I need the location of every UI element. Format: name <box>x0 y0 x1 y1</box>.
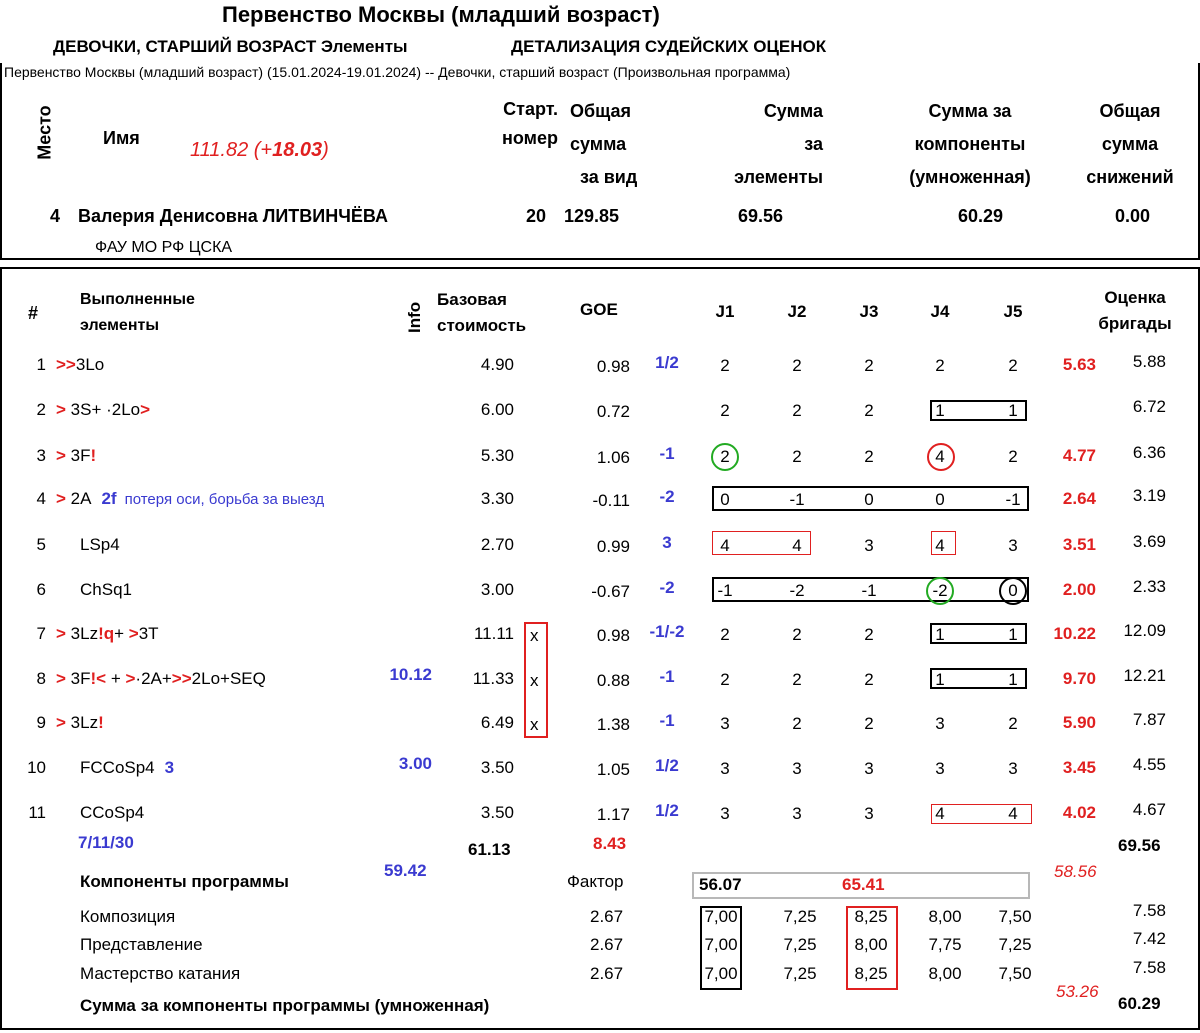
element-qualifier: 3 <box>164 758 175 777</box>
judge-score-j1: 3 <box>720 804 730 823</box>
start-header-line1: Старт. <box>503 99 558 119</box>
info-header-label: Info <box>405 301 424 333</box>
component-panel-score: 7.58 <box>1132 958 1166 977</box>
ded-header-line1: Общая <box>1099 101 1161 121</box>
exec-header-line1: Выполненные <box>80 291 195 308</box>
page-title: Первенство Москвы (младший возраст) <box>222 2 660 27</box>
judge-score-j2: -1 <box>789 490 805 509</box>
skater-name: Валерия Денисовна ЛИТВИНЧЁВА <box>78 206 389 226</box>
outlier-box <box>930 668 1027 689</box>
edge-mark: >> <box>56 355 76 374</box>
lowest-judge-box <box>700 906 742 990</box>
base-value: 3.50 <box>480 758 514 777</box>
panel-score: 12.21 <box>1123 666 1166 685</box>
judge-score-j5: 2 <box>1008 447 1018 466</box>
goe-value: 0.88 <box>596 671 630 690</box>
info-mark: x <box>530 626 539 645</box>
element-blue-value: 10.12 <box>389 665 432 684</box>
goe-value: 1.05 <box>596 760 630 779</box>
goe-note: -1 <box>659 444 675 463</box>
base-value: 4.90 <box>480 355 514 374</box>
outlier-box <box>930 623 1027 644</box>
deductions-header <box>1070 95 1190 194</box>
panel-alt-score: 2.00 <box>1062 580 1096 599</box>
panel-score: 2.33 <box>1132 577 1166 596</box>
judge-score-j3: 3 <box>864 536 874 555</box>
element-score-header <box>700 95 823 194</box>
components-sum-value: 60.29 <box>1118 994 1161 1013</box>
judge-score-j4: 4 <box>935 447 945 466</box>
skater-club: ФАУ МО РФ ЦСКА <box>95 239 233 256</box>
goe-value: 1.17 <box>596 805 630 824</box>
base-header-line1: Базовая <box>437 290 507 309</box>
total-header-line2: сумма <box>570 134 627 154</box>
component-name: Мастерство катания <box>80 964 241 983</box>
base-value-header <box>437 287 526 339</box>
factor-label: Фактор <box>567 872 624 891</box>
judge-score-j5: 1 <box>1008 625 1018 644</box>
components-alt-value: 58.56 <box>1054 862 1097 881</box>
goe-value: 0.98 <box>596 357 630 376</box>
edge-mark: > <box>56 400 66 419</box>
panel-alt-score: 2.64 <box>1062 489 1096 508</box>
elem-header-line2: за <box>804 134 823 154</box>
judge-header-2: J2 <box>787 302 807 321</box>
goe-value: -0.67 <box>591 582 630 601</box>
panel-score: 12.09 <box>1123 621 1166 640</box>
panel-score: 7.87 <box>1132 710 1166 729</box>
base-value: 6.49 <box>480 713 514 732</box>
judge-score-j3: 3 <box>864 804 874 823</box>
components-title: Компоненты программы <box>80 872 289 891</box>
red-circle <box>927 443 955 471</box>
panel-alt-score: 5.90 <box>1062 713 1096 732</box>
panel-header-line1: Оценка <box>1104 288 1166 307</box>
black-circle <box>999 577 1027 605</box>
component-judge-j2: 7,25 <box>783 935 817 954</box>
element-name: 3S+ <box>65 400 107 419</box>
element-counts: 7/11/30 <box>78 833 134 852</box>
green-circle <box>926 577 954 605</box>
executed-elements-header <box>80 287 195 339</box>
panel-score: 3.69 <box>1132 532 1166 551</box>
component-judge-j4: 7,75 <box>928 935 962 954</box>
score-note-diff: 18.03 <box>272 139 323 161</box>
components-high-sum: 65.41 <box>842 875 885 894</box>
judge-score-j4: 4 <box>935 536 945 555</box>
element-number: 10 <box>27 758 46 777</box>
info-mark: x <box>530 671 539 690</box>
skater-total: 129.85 <box>564 206 620 226</box>
edge-mark: >> <box>171 669 192 688</box>
goe-note: -2 <box>659 578 675 597</box>
element-number: 3 <box>36 446 46 465</box>
outlier-box <box>931 531 956 555</box>
outlier-box <box>712 486 1029 511</box>
edge-mark: > <box>56 489 66 508</box>
judge-score-j4: 0 <box>935 490 945 509</box>
goe-value: -0.11 <box>592 491 630 510</box>
panel-total: 69.56 <box>1118 836 1161 855</box>
element-code <box>56 489 324 509</box>
element-number: 2 <box>36 400 46 419</box>
element-number: 7 <box>36 624 46 643</box>
event-line: Первенство Москвы (младший возраст) (15.01.2024-19.01.2024) -- Девочки, старший возраст (Произвольная программа) <box>4 64 791 80</box>
judge-score-j2: 2 <box>792 670 802 689</box>
component-judge-j4: 8,00 <box>928 964 962 983</box>
panel-score: 5.88 <box>1132 352 1166 371</box>
element-name: 3Lo <box>75 355 105 374</box>
goe-note: -1/-2 <box>649 622 685 641</box>
component-judge-j2: 7,25 <box>783 907 817 926</box>
green-circle <box>711 443 739 471</box>
info-mark: x <box>530 715 539 734</box>
goe-value: 0.72 <box>596 402 630 421</box>
element-name: CCoSp4 <box>80 803 145 822</box>
judge-score-j4: 2 <box>935 356 945 375</box>
base-value: 3.50 <box>480 803 514 822</box>
edge-mark: > <box>128 624 139 643</box>
highest-judge-box <box>846 906 898 990</box>
ded-header-line2: сумма <box>1101 134 1159 154</box>
judge-score-j3: 2 <box>864 714 874 733</box>
element-qualifier: 2f <box>101 489 117 508</box>
edge-mark: > <box>140 400 151 419</box>
element-name-part: + <box>106 669 126 688</box>
info-header <box>405 274 425 333</box>
element-code <box>56 446 96 466</box>
base-value: 2.70 <box>480 535 514 554</box>
judge-score-j3: 3 <box>864 759 874 778</box>
total-score-header <box>570 95 637 194</box>
base-value: 3.00 <box>480 580 514 599</box>
component-judge-j3: 8,25 <box>854 964 888 983</box>
element-code <box>80 803 144 823</box>
elem-header-line1: Сумма <box>763 101 823 121</box>
panel-alt-score: 10.22 <box>1053 624 1096 643</box>
element-name-part: ·2Lo <box>106 400 141 419</box>
panel-header-line2: бригады <box>1098 314 1172 333</box>
skater-element-score: 69.56 <box>738 206 784 226</box>
component-judge-j3: 8,25 <box>854 907 888 926</box>
judge-score-j3: -1 <box>861 581 877 600</box>
element-number: 4 <box>36 489 46 508</box>
judge-score-j2: 2 <box>792 401 802 420</box>
goe-value: 0.99 <box>596 537 630 556</box>
base-value: 11.11 <box>473 624 514 643</box>
component-panel-score: 7.58 <box>1132 901 1166 920</box>
judge-score-j3: 2 <box>864 625 874 644</box>
judge-header-4: J4 <box>930 302 950 321</box>
goe-value: 1.06 <box>596 448 630 467</box>
components-sum-label: Сумма за компоненты программы (умноженная) <box>80 996 490 1015</box>
element-code <box>56 713 104 733</box>
component-judge-j5: 7,50 <box>998 964 1032 983</box>
goe-note: 3 <box>662 533 672 552</box>
comp-header-line1: Сумма за <box>928 101 1012 121</box>
component-judge-j2: 7,25 <box>783 964 817 983</box>
judge-header-1: J1 <box>715 302 735 321</box>
judge-score-j4: 1 <box>935 670 945 689</box>
component-judge-j5: 7,25 <box>998 935 1032 954</box>
panel-alt-score: 4.02 <box>1062 803 1096 822</box>
edge-mark: > <box>56 624 66 643</box>
component-name: Композиция <box>80 907 176 926</box>
panel-alt-score: 3.45 <box>1062 758 1096 777</box>
element-blue-value: 3.00 <box>398 754 432 773</box>
judge-score-j3: 0 <box>864 490 874 509</box>
base-value: 6.00 <box>480 400 514 419</box>
base-value: 5.30 <box>480 446 514 465</box>
component-judge-j1: 7,00 <box>704 964 738 983</box>
goe-note: 1/2 <box>655 353 679 372</box>
judge-score-j2: 2 <box>792 447 802 466</box>
goe-note: -1 <box>659 667 675 686</box>
judge-score-j1: 2 <box>720 356 730 375</box>
element-name: LSp4 <box>80 535 120 554</box>
panel-score: 6.36 <box>1132 443 1166 462</box>
edge-mark: > <box>56 669 66 688</box>
total-header-line3: за вид <box>580 167 638 187</box>
component-factor: 2.67 <box>590 964 624 983</box>
component-panel-score: 7.42 <box>1132 929 1166 948</box>
element-number: 9 <box>36 713 46 732</box>
name-header: Имя <box>103 128 140 148</box>
element-code <box>56 400 150 420</box>
goe-note: 1/2 <box>655 756 679 775</box>
judge-score-j5: 1 <box>1008 670 1018 689</box>
goe-header: GOE <box>580 300 618 319</box>
comp-header-line3: (умноженная) <box>909 167 1031 187</box>
panel-score: 4.55 <box>1132 755 1166 774</box>
element-number: 1 <box>36 355 46 374</box>
judge-score-j4: 3 <box>935 759 945 778</box>
element-name: ChSq1 <box>80 580 132 599</box>
judge-score-j4: 4 <box>935 804 945 823</box>
goe-note: -1 <box>659 711 675 730</box>
element-name: 3Lz <box>65 624 99 643</box>
element-name: 3F <box>65 446 91 465</box>
outlier-box <box>931 804 1032 824</box>
element-name: 3Lz <box>65 713 99 732</box>
total-header-line1: Общая <box>570 101 632 121</box>
edge-mark: > <box>125 669 136 688</box>
component-score-header <box>885 95 1055 194</box>
category-subtitle: ДЕВОЧКИ, СТАРШИЙ ВОЗРАСТ Элементы <box>53 37 408 56</box>
element-code <box>80 580 132 600</box>
component-judge-j4: 8,00 <box>928 907 962 926</box>
judge-score-j3: 2 <box>864 356 874 375</box>
judge-score-j1: 2 <box>720 625 730 644</box>
judge-score-j1: 2 <box>720 447 730 466</box>
element-flag: ! <box>90 446 97 465</box>
judge-header-3: J3 <box>859 302 879 321</box>
base-header-line2: стоимость <box>437 316 527 335</box>
panel-score: 3.19 <box>1132 486 1166 505</box>
components-blue-value: 59.42 <box>384 861 427 880</box>
element-name-part: ·2A+ <box>135 669 172 688</box>
component-judge-j1: 7,00 <box>704 907 738 926</box>
edge-mark: > <box>56 446 66 465</box>
panel-alt-score: 9.70 <box>1062 669 1096 688</box>
judge-score-j3: 2 <box>864 670 874 689</box>
judge-score-j4: 3 <box>935 714 945 733</box>
start-number-header <box>470 95 558 153</box>
base-value: 3.30 <box>480 489 514 508</box>
element-number: 5 <box>36 535 46 554</box>
judge-score-j5: 1 <box>1008 401 1018 420</box>
component-name: Представление <box>80 935 203 954</box>
judge-header-5: J5 <box>1003 302 1023 321</box>
element-flag: ! <box>98 713 104 732</box>
judge-score-j1: 3 <box>720 714 730 733</box>
judge-score-j1: 0 <box>720 490 730 509</box>
panel-score: 4.67 <box>1132 800 1166 819</box>
judge-score-j1: 4 <box>720 536 730 555</box>
component-judge-j3: 8,00 <box>854 935 888 954</box>
base-value: 11.33 <box>472 669 514 688</box>
element-flag: !< <box>90 669 107 688</box>
element-name: 3F <box>65 669 91 688</box>
judge-score-j5: 2 <box>1008 356 1018 375</box>
component-factor: 2.67 <box>590 935 624 954</box>
elem-header-line3: элементы <box>734 167 823 187</box>
element-number: 8 <box>36 669 46 688</box>
judge-score-j2: -2 <box>789 581 805 600</box>
outlier-box <box>712 577 1029 602</box>
place-header: Место <box>34 105 55 160</box>
panel-alt-score: 4.77 <box>1062 446 1096 465</box>
judge-score-j4: -2 <box>932 581 948 600</box>
edge-mark: > <box>56 713 66 732</box>
judge-score-j2: 3 <box>792 759 802 778</box>
score-note-suffix: ) <box>322 139 329 161</box>
judge-score-j5: 3 <box>1008 759 1018 778</box>
element-number: 11 <box>28 803 46 822</box>
panel-score: 6.72 <box>1132 397 1166 416</box>
skater-start-number: 20 <box>525 206 546 226</box>
judge-score-j2: 3 <box>792 804 802 823</box>
element-code <box>56 669 266 689</box>
judge-score-j4: 1 <box>935 625 945 644</box>
element-name-part: + <box>114 624 129 643</box>
base-total: 61.13 <box>468 840 511 859</box>
element-flag: !q <box>98 624 115 643</box>
start-header-line2: номер <box>502 128 558 148</box>
judge-score-j4: 1 <box>935 401 945 420</box>
score-note-prefix: 111.82 (+ <box>190 139 273 161</box>
judge-score-j1: 2 <box>720 670 730 689</box>
judge-score-j1: 3 <box>720 759 730 778</box>
goe-value: 0.98 <box>596 626 630 645</box>
score-note <box>190 139 329 162</box>
judge-score-j2: 4 <box>792 536 802 555</box>
element-code <box>80 535 120 555</box>
element-code <box>80 758 174 778</box>
goe-total: 8.43 <box>593 834 627 853</box>
outlier-box <box>930 400 1027 421</box>
element-code <box>56 355 104 375</box>
judge-score-j2: 2 <box>792 356 802 375</box>
component-judge-j1: 7,00 <box>704 935 738 954</box>
element-name: 2A <box>65 489 92 508</box>
panel-alt-score: 3.51 <box>1062 535 1096 554</box>
info-x-box <box>524 622 548 738</box>
element-name-part: 2Lo+SEQ <box>191 669 266 688</box>
goe-value: 1.38 <box>596 715 630 734</box>
components-sum-alt: 53.26 <box>1056 982 1099 1001</box>
skater-place: 4 <box>50 206 61 226</box>
judge-score-j2: 2 <box>792 625 802 644</box>
judge-score-j3: 2 <box>864 447 874 466</box>
judge-score-j1: 2 <box>720 401 730 420</box>
panel-score-header <box>1080 285 1190 337</box>
judge-score-j5: -1 <box>1005 490 1021 509</box>
skater-component-score: 60.29 <box>958 206 1004 226</box>
panel-alt-score: 5.63 <box>1062 355 1096 374</box>
ded-header-line3: снижений <box>1086 167 1174 187</box>
details-subtitle: ДЕТАЛИЗАЦИЯ СУДЕЙСКИХ ОЦЕНОК <box>511 37 827 56</box>
judge-score-j3: 2 <box>864 401 874 420</box>
element-note: потеря оси, борьба за выезд <box>124 491 325 508</box>
element-name: FCCoSp4 <box>80 758 155 777</box>
outlier-box <box>712 531 811 555</box>
element-name-part: 3T <box>138 624 159 643</box>
goe-note: 1/2 <box>655 801 679 820</box>
exec-header-line2: элементы <box>80 317 159 334</box>
judge-score-j5: 3 <box>1008 536 1018 555</box>
component-factor: 2.67 <box>590 907 624 926</box>
judge-score-j5: 4 <box>1008 804 1018 823</box>
skater-deductions: 0.00 <box>1115 206 1151 226</box>
goe-note: -2 <box>659 487 675 506</box>
element-number: 6 <box>36 580 46 599</box>
comp-header-line2: компоненты <box>914 134 1026 154</box>
judge-score-j1: -1 <box>717 581 733 600</box>
judge-score-j5: 2 <box>1008 714 1018 733</box>
judge-score-j5: 0 <box>1008 581 1018 600</box>
num-header: # <box>28 303 39 323</box>
components-low-sum: 56.07 <box>699 875 742 894</box>
component-judge-j5: 7,50 <box>998 907 1032 926</box>
judge-score-j2: 2 <box>792 714 802 733</box>
element-code <box>56 624 159 644</box>
